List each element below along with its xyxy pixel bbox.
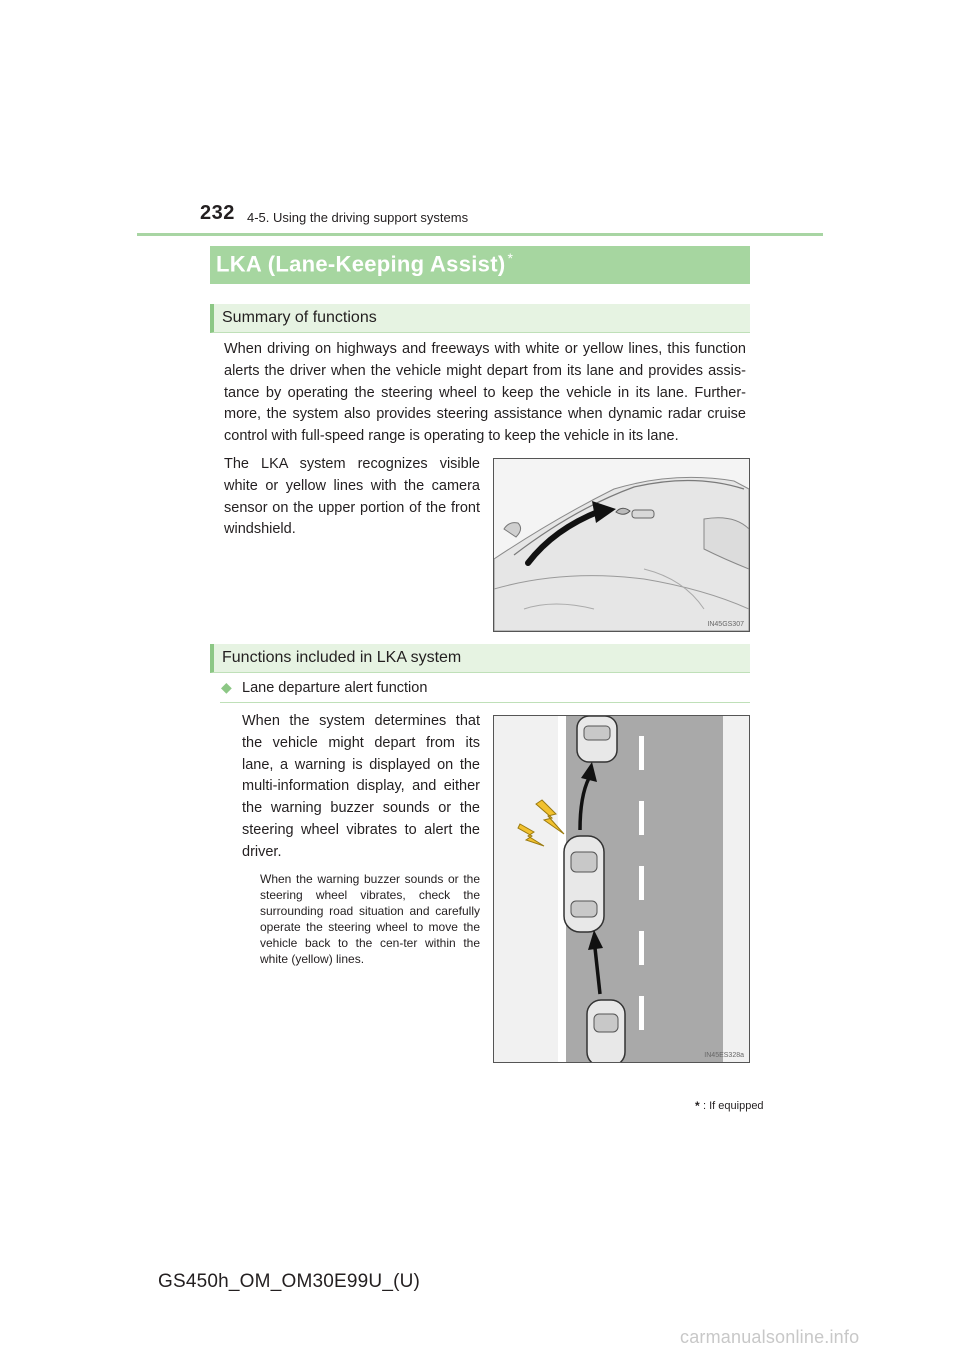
site-watermark: carmanualsonline.info: [680, 1327, 860, 1347]
summary-heading: Summary of functions: [222, 309, 377, 326]
image-code: IN45ES328a: [704, 1052, 744, 1059]
lane-departure-rule: [220, 702, 750, 703]
summary-intro: When driving on highways and freeways with white or yellow lines, this function alerts the driver when the vehicle might depart from its lane and provides assis-tance by operating the steering wheel to keep the vehicle in its lane. Further-more, the system also provides steering assistance when dynamic radar cruise control with full-speed range is operating to keep the vehicle in its lane.: [224, 341, 746, 445]
windshield-camera-illustration: [493, 458, 750, 632]
diamond-bullet-icon: ◆: [221, 679, 232, 695]
main-title: [216, 250, 513, 277]
car-top: [577, 716, 617, 762]
car-bottom: [587, 1000, 625, 1062]
footnote-asterisk: *: [695, 1099, 700, 1113]
section-path: 4-5. Using the driving support systems: [247, 210, 469, 225]
main-title-asterisk: *: [507, 250, 514, 266]
lane-departure-illustration: [493, 715, 750, 1063]
header-rule: [137, 233, 823, 236]
image-code: IN45GS307: [707, 621, 744, 628]
functions-heading: Functions included in LKA system: [222, 649, 462, 666]
main-title-text: LKA (Lane-Keeping Assist): [216, 251, 506, 277]
camera-description: The LKA system recognizes visible white or yellow lines with the camera sensor on the upper portion of the front windshield.: [224, 456, 480, 538]
footnote-text: : If equipped: [703, 1100, 764, 1112]
page-number: 232: [200, 202, 235, 224]
lane-departure-description: When the system determines that the vehicle might depart from its lane, a warning is displayed on the multi-information display, and either the warning buzzer sounds or the steering wheel vibrates to alert the driver.: [242, 713, 480, 860]
document-id: GS450h_OM_OM30E99U_(U): [158, 1271, 421, 1292]
lane-departure-note: When the warning buzzer sounds or the steering wheel vibrates, check the surrounding road situation and carefully operate the steering wheel to move the vehicle back to the cen-ter within the white (yellow) lines.: [260, 872, 480, 966]
lane-departure-title: Lane departure alert function: [242, 680, 428, 696]
car-middle: [564, 836, 604, 932]
car-front-drawing: [494, 459, 749, 631]
road-diagram: [494, 716, 749, 1062]
